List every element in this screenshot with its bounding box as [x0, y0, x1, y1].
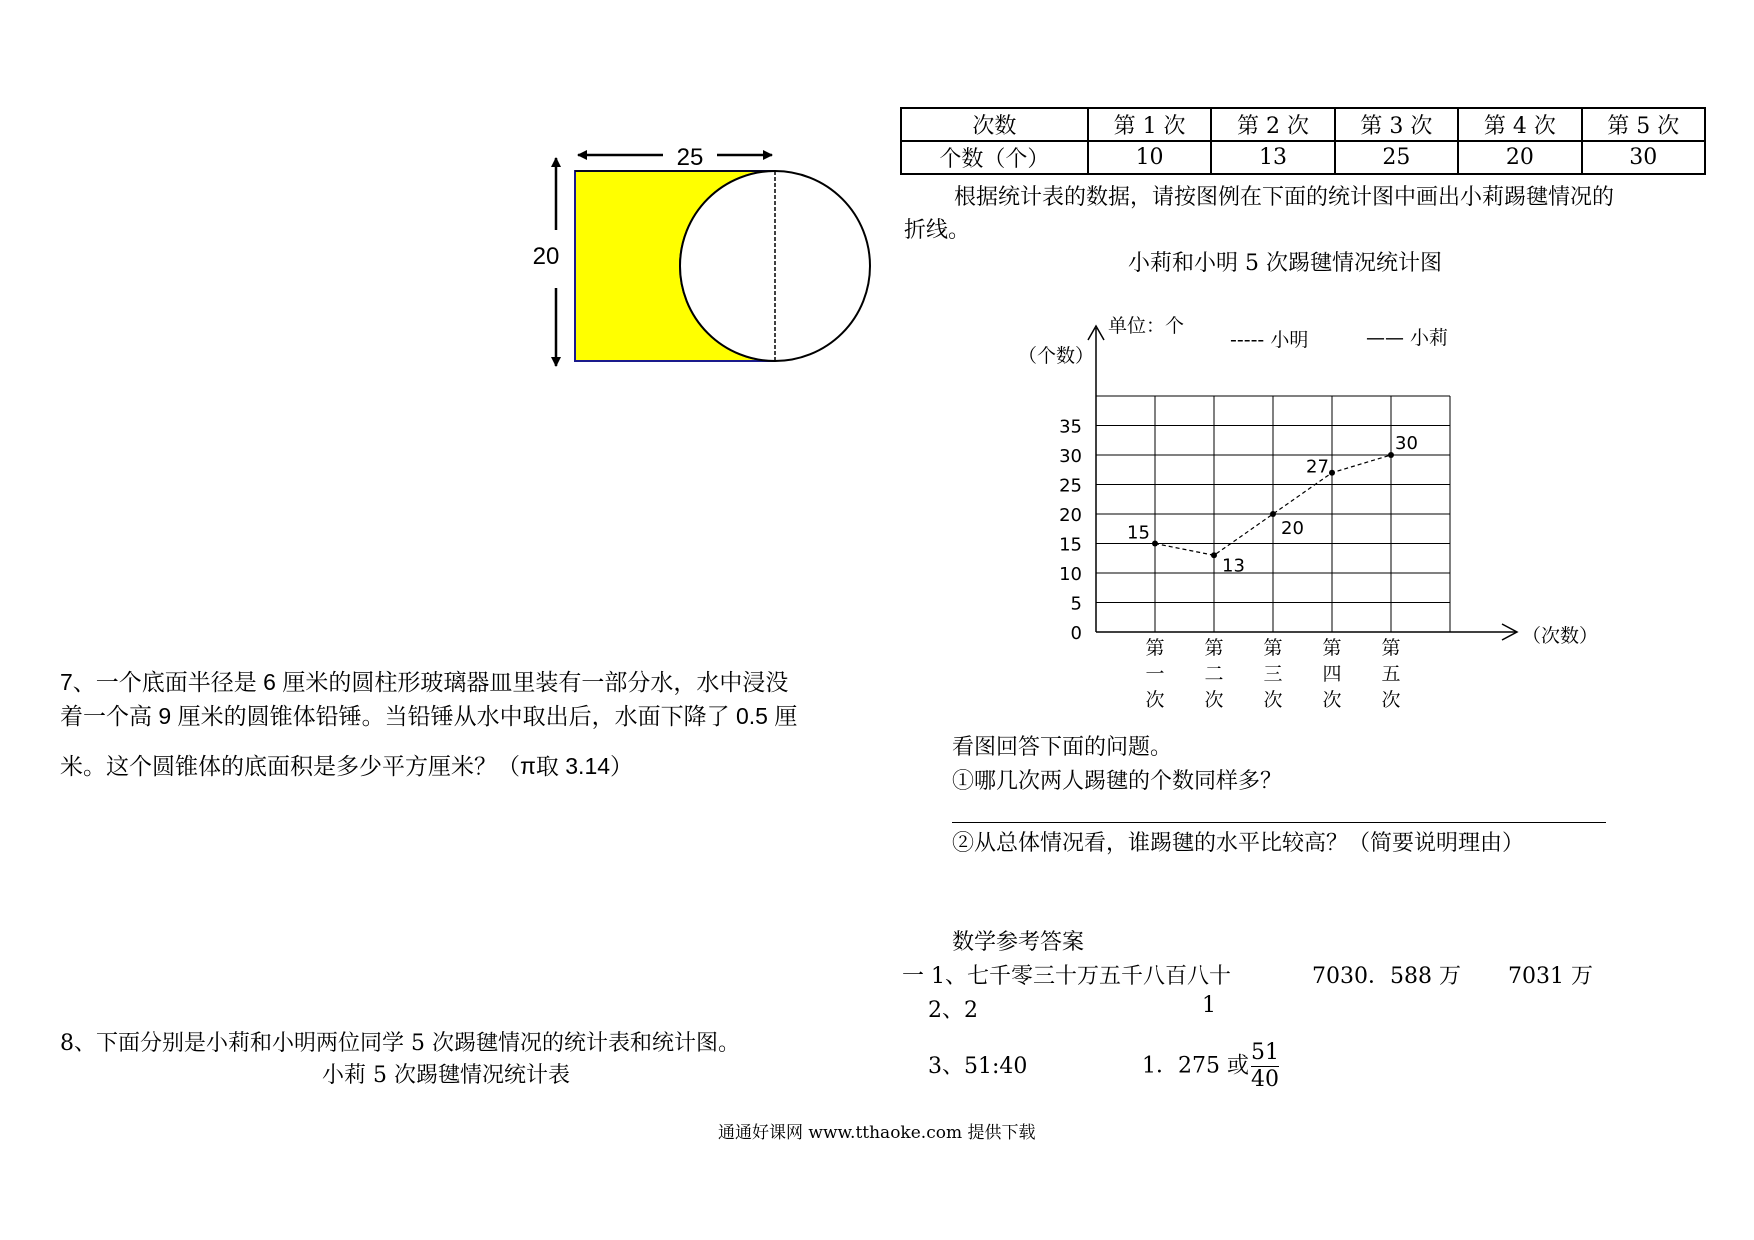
answer-3b: 1．275 或 — [1142, 1053, 1249, 1079]
y-tick-label: 15 — [1059, 534, 1082, 556]
y-tick-label: 20 — [1059, 505, 1082, 526]
answers-title: 数学参考答案 — [952, 930, 1085, 955]
table-cell: 25 — [1335, 141, 1458, 174]
table-cell: 第 1 次 — [1088, 108, 1211, 141]
y-tick-label: 25 — [1059, 475, 1082, 497]
data-label: 13 — [1222, 555, 1245, 577]
width-label: 25 — [676, 144, 704, 171]
x-category-label: 第 — [1145, 637, 1165, 659]
q7-line-1: 7、一个底面半径是 6 厘米的圆柱形玻璃器皿里装有一部分水，水中浸没 — [60, 669, 789, 695]
legend-ming: ----- 小明 — [1230, 329, 1309, 351]
q8-intro: 8、下面分别是小莉和小明两位同学 5 次踢毽情况的统计表和统计图。 — [60, 1031, 740, 1056]
y-tick-labels — [1059, 417, 1082, 645]
table-cell: 次数 — [901, 108, 1088, 141]
answer-fraction — [1251, 1040, 1279, 1093]
table-row — [901, 108, 1705, 141]
data-point — [1388, 452, 1394, 458]
answer-2b: 1 — [1202, 993, 1216, 1018]
data-label: 30 — [1395, 433, 1418, 454]
line-chart — [1000, 310, 1599, 730]
x-category-label: 二 — [1204, 663, 1224, 685]
footer-text: 通通好课网 www.tthaoke.com 提供下载 — [718, 1123, 1036, 1143]
table-cell: 第 4 次 — [1458, 108, 1581, 141]
geometry-figure — [520, 140, 880, 380]
x-category-label: 次 — [1204, 689, 1224, 711]
table-cell: 13 — [1211, 141, 1334, 174]
answer-row-1 — [902, 959, 1593, 990]
answer-3a: 3、51:40 — [928, 1053, 1028, 1079]
question-1: ①哪几次两人踢毽的个数同样多？ — [952, 769, 1283, 794]
stats-table — [900, 107, 1706, 175]
data-label: 20 — [1281, 518, 1304, 539]
legend-li: —— 小莉 — [1366, 327, 1449, 349]
x-category-label: 次 — [1381, 689, 1401, 711]
table-cell: 10 — [1088, 141, 1211, 174]
instruction-line-2: 折线。 — [904, 218, 971, 243]
answer-1c: 7031 万 — [1508, 964, 1593, 989]
table-cell: 第 5 次 — [1582, 108, 1705, 141]
x-category-label: 次 — [1145, 689, 1165, 711]
table-cell: 第 3 次 — [1335, 108, 1458, 141]
x-category-labels — [1145, 637, 1400, 711]
data-label: 27 — [1306, 456, 1329, 478]
circle — [680, 171, 870, 361]
x-category-label: 第 — [1322, 637, 1342, 659]
x-category-label: 次 — [1322, 689, 1342, 711]
unit-label: 单位：个 — [1108, 315, 1185, 337]
look-text: 看图回答下面的问题。 — [952, 735, 1173, 760]
table-cell: 个数（个） — [901, 141, 1088, 174]
x-category-label: 四 — [1322, 663, 1342, 685]
y-tick-label: 5 — [1070, 593, 1082, 615]
x-category-label: 一 — [1145, 663, 1165, 685]
series-points-ming — [1127, 433, 1418, 576]
y-tick-label: 35 — [1059, 416, 1082, 438]
y-axis-label: （个数） — [1018, 345, 1095, 367]
table-row — [901, 141, 1705, 174]
answer-blank-line[interactable] — [952, 822, 1606, 823]
data-point — [1329, 470, 1335, 476]
x-category-label: 次 — [1263, 689, 1283, 711]
y-tick-label: 30 — [1059, 446, 1082, 467]
answer-1a: 一 1、七千零三十万五千八百八十 — [902, 964, 1231, 989]
data-point — [1152, 541, 1158, 547]
data-point — [1211, 552, 1217, 558]
x-category-label: 第 — [1204, 637, 1224, 659]
q7-line-3: 米。这个圆锥体的底面积是多少平方厘米？（π取 3.14） — [60, 753, 634, 779]
height-label: 20 — [532, 243, 560, 270]
y-tick-label: 0 — [1070, 623, 1082, 644]
fraction-numerator: 51 — [1250, 1040, 1279, 1065]
data-label: 15 — [1127, 522, 1150, 544]
table-title: 小莉 5 次踢毽情况统计表 — [322, 1063, 570, 1088]
q7-line-2: 着一个高 9 厘米的圆锥体铅锤。当铅锤从水中取出后，水面下降了 0.5 厘 — [60, 703, 798, 729]
chart-title: 小莉和小明 5 次踢毽情况统计图 — [1128, 251, 1442, 276]
answer-2a: 2、2 — [928, 998, 978, 1023]
table-cell: 第 2 次 — [1211, 108, 1334, 141]
data-point — [1270, 511, 1276, 517]
x-category-label: 第 — [1381, 637, 1401, 659]
fraction-denominator: 40 — [1250, 1067, 1279, 1092]
x-category-label: 三 — [1263, 663, 1283, 685]
instruction-line-1: 根据统计表的数据，请按图例在下面的统计图中画出小莉踢毽情况的 — [954, 185, 1615, 210]
answer-1b: 7030．588 万 — [1312, 964, 1461, 989]
x-category-label: 五 — [1381, 663, 1401, 685]
table-cell: 30 — [1582, 141, 1705, 174]
table-cell: 20 — [1458, 141, 1581, 174]
question-2: ②从总体情况看，谁踢毽的水平比较高？（简要说明理由） — [952, 831, 1525, 856]
y-tick-label: 10 — [1059, 564, 1082, 585]
x-category-label: 第 — [1263, 637, 1283, 659]
answer-row-3 — [928, 1040, 1279, 1093]
x-axis-label: （次数） — [1522, 625, 1599, 647]
